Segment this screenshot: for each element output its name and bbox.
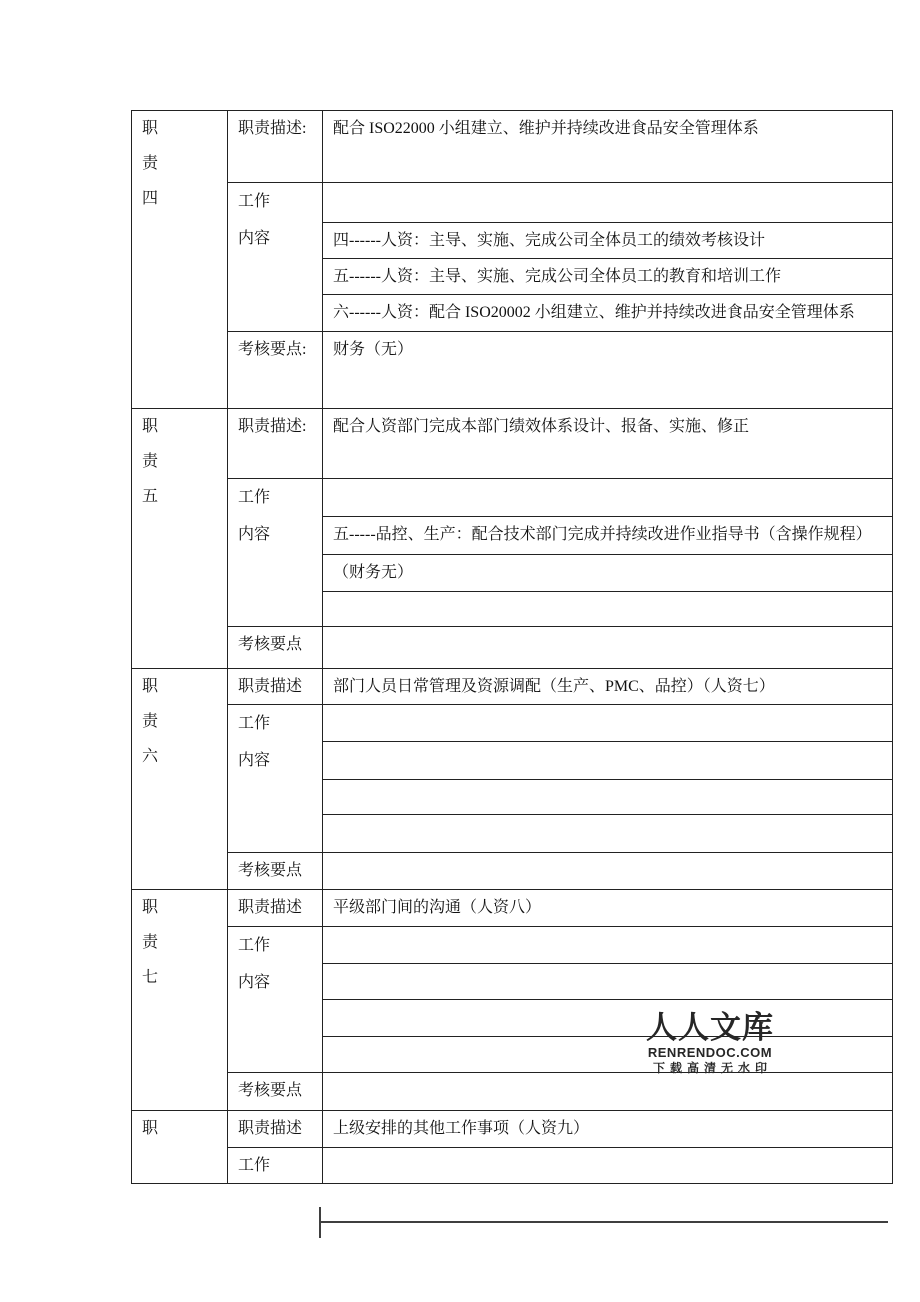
work-label-cell bbox=[228, 705, 323, 853]
work-row-cell bbox=[323, 1148, 893, 1184]
desc-value-cell: 平级部门间的沟通（人资八） bbox=[323, 890, 893, 927]
desc-label-cell: 职责描述: bbox=[228, 409, 323, 479]
table-row bbox=[132, 1073, 893, 1111]
table-row bbox=[132, 1148, 893, 1184]
side-char: 四 bbox=[142, 190, 159, 207]
table-row bbox=[132, 705, 893, 742]
side-char: 六 bbox=[142, 748, 159, 765]
side-char: 职 bbox=[142, 418, 159, 435]
side-char: 责 bbox=[142, 934, 159, 951]
watermark-tagline: 下载高清无水印 bbox=[652, 1061, 772, 1075]
side-char: 职 bbox=[142, 678, 159, 695]
work-label-cell: 工作 bbox=[228, 1148, 323, 1184]
work-row-cell: 五-----品控、生产：配合技术部门完成并持续改进作业指导书（含操作规程） bbox=[323, 517, 893, 555]
desc-label-cell: 职责描述: bbox=[228, 111, 323, 183]
side-label-cell bbox=[132, 1111, 228, 1184]
side-char: 五 bbox=[142, 488, 159, 505]
work-label-cell bbox=[228, 479, 323, 627]
assess-label-cell: 考核要点: bbox=[228, 332, 323, 409]
table-row bbox=[132, 890, 893, 927]
work-row-cell bbox=[323, 1037, 893, 1073]
side-label-cell bbox=[132, 669, 228, 890]
assess-value-cell: 财务（无） bbox=[323, 332, 893, 409]
side-char: 责 bbox=[142, 453, 159, 470]
assess-value-cell bbox=[323, 627, 893, 669]
assess-value-cell bbox=[323, 1073, 893, 1111]
work-row-cell bbox=[323, 927, 893, 964]
work-row-cell: （财务无） bbox=[323, 555, 893, 592]
work-row-cell bbox=[323, 592, 893, 627]
table-row bbox=[132, 479, 893, 517]
work-row-cell: 六------人资：配合 ISO20002 小组建立、维护并持续改进食品安全管理体系 bbox=[323, 295, 893, 332]
desc-label-cell: 职责描述 bbox=[228, 1111, 323, 1148]
work-row-cell bbox=[323, 1000, 893, 1037]
side-char: 职 bbox=[142, 120, 159, 137]
table-row bbox=[132, 409, 893, 479]
table-row bbox=[132, 1111, 893, 1148]
work-label-line: 内容 bbox=[238, 230, 271, 247]
side-char: 职 bbox=[142, 1120, 159, 1137]
work-row-cell bbox=[323, 964, 893, 1000]
work-row-cell bbox=[323, 815, 893, 853]
side-char: 七 bbox=[142, 969, 159, 986]
assess-value-cell bbox=[323, 853, 893, 890]
work-row-cell bbox=[323, 742, 893, 780]
watermark-site: RENRENDOC.COM bbox=[647, 1045, 773, 1060]
assess-label-cell: 考核要点 bbox=[228, 853, 323, 890]
assess-label-cell: 考核要点 bbox=[228, 1073, 323, 1111]
side-char: 责 bbox=[142, 713, 159, 730]
assess-label-cell: 考核要点 bbox=[228, 627, 323, 669]
table-row bbox=[132, 111, 893, 183]
desc-value-cell: 配合 ISO22000 小组建立、维护并持续改进食品安全管理体系 bbox=[323, 111, 893, 183]
side-char: 职 bbox=[142, 899, 159, 916]
table-row bbox=[132, 853, 893, 890]
table-row bbox=[132, 927, 893, 964]
watermark bbox=[641, 1010, 779, 1075]
work-label-line: 工作 bbox=[238, 937, 271, 954]
table-row bbox=[132, 669, 893, 705]
work-row-cell: 五------人资：主导、实施、完成公司全体员工的教育和培训工作 bbox=[323, 259, 893, 295]
work-label-line: 工作 bbox=[238, 489, 271, 506]
work-label-line: 内容 bbox=[238, 526, 271, 543]
side-label-cell bbox=[132, 111, 228, 409]
watermark-title: 人人文库 bbox=[646, 1010, 774, 1045]
work-label-line: 工作 bbox=[238, 193, 271, 210]
work-row-cell: 四------人资：主导、实施、完成公司全体员工的绩效考核设计 bbox=[323, 223, 893, 259]
table-row bbox=[132, 183, 893, 223]
table-row bbox=[132, 627, 893, 669]
desc-label-cell: 职责描述 bbox=[228, 669, 323, 705]
desc-value-cell: 部门人员日常管理及资源调配（生产、PMC、品控）（人资七） bbox=[323, 669, 893, 705]
work-row-cell bbox=[323, 780, 893, 815]
side-label-cell bbox=[132, 890, 228, 1111]
side-char: 责 bbox=[142, 155, 159, 172]
work-row-cell bbox=[323, 183, 893, 223]
work-row-cell bbox=[323, 479, 893, 517]
footnote-separator-line bbox=[319, 1221, 888, 1223]
work-label-cell bbox=[228, 927, 323, 1073]
work-label-line: 工作 bbox=[238, 715, 271, 732]
desc-label-cell: 职责描述 bbox=[228, 890, 323, 927]
table-row bbox=[132, 332, 893, 409]
desc-value-cell: 上级安排的其他工作事项（人资九） bbox=[323, 1111, 893, 1148]
work-label-line: 内容 bbox=[238, 974, 271, 991]
work-row-cell bbox=[323, 705, 893, 742]
work-label-line: 内容 bbox=[238, 752, 271, 769]
side-label-cell bbox=[132, 409, 228, 669]
work-label-cell bbox=[228, 183, 323, 332]
desc-value-cell: 配合人资部门完成本部门绩效体系设计、报备、实施、修正 bbox=[323, 409, 893, 479]
